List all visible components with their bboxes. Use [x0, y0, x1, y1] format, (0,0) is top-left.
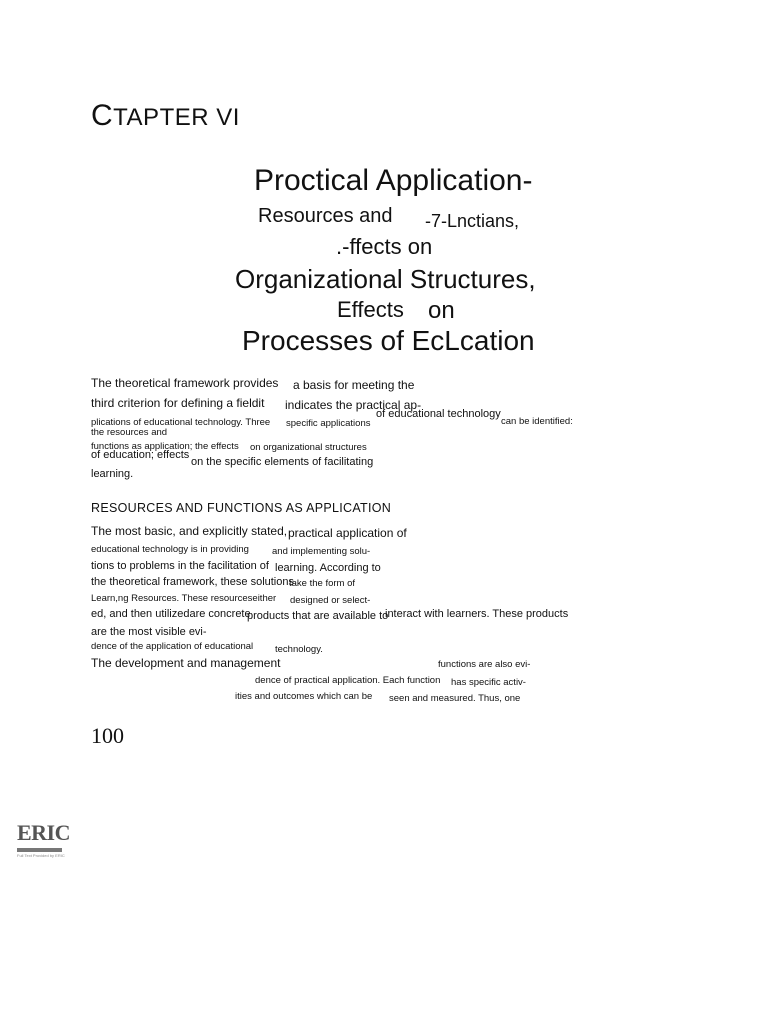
para3-fragment: The development and management [91, 656, 281, 670]
para2-fragment: technology. [275, 644, 323, 655]
para1-fragment: a basis for meeting the [293, 378, 415, 392]
page-number: 100 [91, 723, 124, 748]
para2-fragment: tions to problems in the facilitation of [91, 560, 269, 572]
para1-fragment: indicates the practical ap- [285, 398, 422, 412]
para2-fragment: dence of the application of educational [91, 641, 254, 652]
para1-fragment: on organizational structures [250, 442, 367, 453]
eric-logo-tagline: Full Text Provided by ERIC [17, 853, 65, 858]
para2-fragment: interact with learners. These products [385, 608, 569, 620]
para3-fragment: has specific activ- [451, 677, 526, 688]
title-line-5a: Effects [337, 297, 404, 322]
para2-fragment: ed, and then utilizedare concrete [91, 608, 251, 620]
para2-fragment: practical application of [288, 526, 407, 540]
eric-logo [17, 820, 71, 862]
para1-fragment: of education; effects [91, 449, 190, 461]
para2-fragment: designed or select- [290, 595, 371, 606]
para2-fragment: and implementing solu- [272, 546, 371, 557]
para2-fragment: products that are available to [247, 610, 389, 622]
para1-fragment: The theoretical framework provides [91, 376, 279, 390]
eric-logo-bar [17, 848, 62, 852]
chapter-heading [91, 101, 240, 131]
para2-fragment: The most basic, and explicitly stated, [91, 524, 288, 538]
para2-fragment: are the most visible evi- [91, 626, 207, 638]
title-line-2a: Resources and [258, 205, 393, 227]
para1-fragment: the resources and [91, 427, 168, 438]
title-line-1: Proctical Application- [254, 164, 533, 197]
title-line-3: .-ffects on [336, 234, 433, 259]
para1-fragment: third criterion for defining a fieldit [91, 396, 265, 410]
title-line-5b: on [428, 297, 455, 324]
title-line-2b: -7-Lnctians, [425, 211, 520, 231]
para1-fragment: can be identified: [501, 416, 573, 427]
para1-fragment: of educational technology [376, 408, 501, 420]
para2-fragment: take the form of [289, 578, 356, 589]
title-line-4: Organizational Structures, [235, 264, 536, 294]
para2-fragment: the theoretical framework, these solutions [91, 576, 294, 588]
eric-logo-text: ERIC [17, 820, 71, 845]
section-heading: RESOURCES AND FUNCTIONS AS APPLICATION [91, 501, 392, 515]
chapter-rest: TAPTER VI [113, 104, 240, 131]
para3-fragment: ities and outcomes which can be [235, 691, 373, 702]
para3-fragment: functions are also evi- [438, 659, 531, 670]
para1-fragment: plications of educational technology. Three [91, 417, 271, 428]
para1-fragment: learning. [91, 468, 134, 480]
para3-fragment: dence of practical application. Each function [255, 675, 441, 686]
para1-fragment: functions as application; the effects [91, 441, 239, 452]
para2-fragment: Learn,ng Resources. These resourceseither [91, 593, 277, 604]
para3-fragment: seen and measured. Thus, one [389, 693, 521, 704]
para1-fragment: specific applications [286, 418, 371, 429]
para1-fragment: on the specific elements of facilitating [191, 456, 374, 468]
title-line-6: Processes of EcLcation [242, 325, 535, 356]
para2-fragment: educational technology is in providing [91, 544, 249, 555]
para2-fragment: learning. According to [275, 562, 381, 574]
chapter-initial: C [91, 99, 114, 132]
